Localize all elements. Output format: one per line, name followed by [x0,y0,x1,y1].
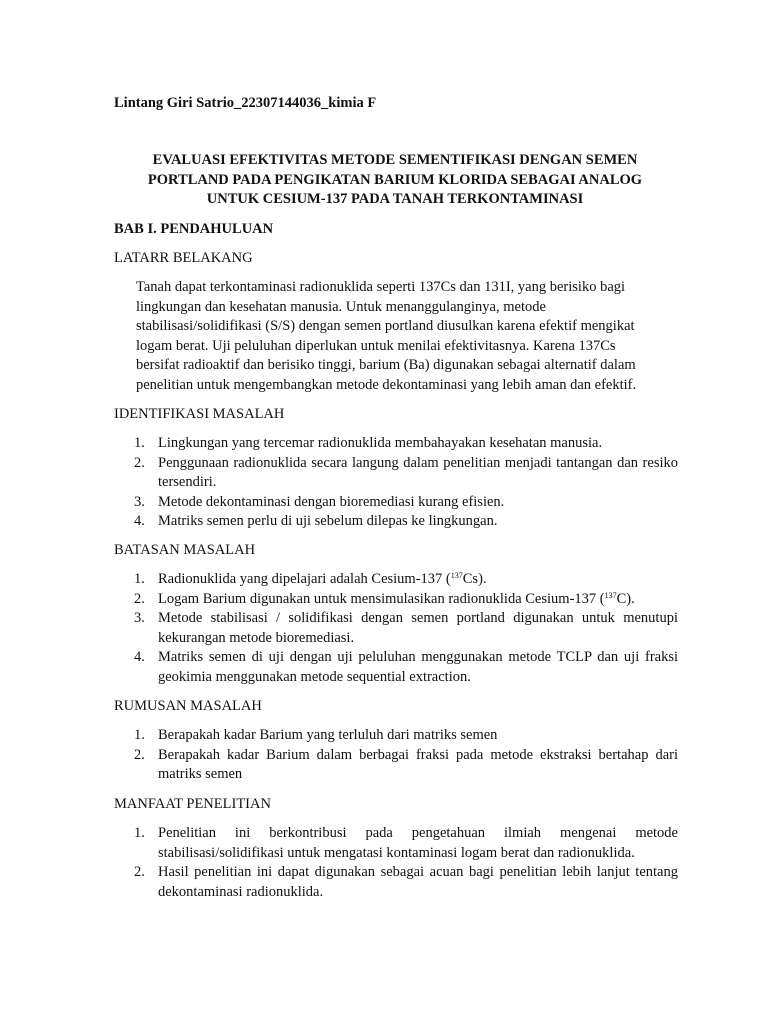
list-text: Hasil penelitian ini dapat digunakan sebagai acuan bagi penelitian lebih lanjut tentang dekontaminasi radionuklida. [158,864,678,900]
chapter-heading: BAB I. PENDAHULUAN [114,221,274,237]
list-text: Radionuklida yang dipelajari adalah Cesium-137 ( [158,571,451,587]
list-text: Cs). [462,571,487,587]
list-number: 1. [134,727,145,743]
list-item [114,746,678,785]
superscript-mass-number: 137 [450,571,463,580]
list-number: 4. [134,513,145,529]
section-heading-formulation: RUMUSAN MASALAH [114,698,262,714]
list-number: 1. [134,435,145,451]
list-item [114,454,678,493]
list-text: Logam Barium digunakan untuk mensimulasikan radionuklida Cesium-137 ( [158,590,605,607]
list-number: 3. [134,610,145,626]
list-item [114,434,678,454]
list-number: 2. [134,864,145,880]
section-heading-background: LATARR BELAKANG [114,250,253,266]
formulation-list [114,726,678,785]
list-number: 4. [134,649,145,665]
superscript-mass-number: 137 [604,590,617,600]
list-text: Metode dekontaminasi dengan bioremediasi kurang efisien. [158,493,505,510]
benefits-list [114,824,678,902]
list-text: Lingkungan yang tercemar radionuklida membahayakan kesehatan manusia. [158,435,603,451]
section-heading-identification: IDENTIFIKASI MASALAH [114,406,285,422]
section-heading-limitation: BATASAN MASALAH [114,542,256,558]
title-line: EVALUASI EFEKTIVITAS METODE SEMENTIFIKASI DENGAN SEMEN [152,152,638,168]
list-text: Matriks semen perlu di uji sebelum dilepas ke lingkungan. [158,513,498,529]
paragraph-line: lingkungan dan kesehatan manusia. Untuk menanggulanginya, metode [136,298,546,315]
list-item [114,590,678,610]
list-item [114,570,678,590]
section-heading-benefits: MANFAAT PENELITIAN [114,796,271,812]
paragraph-line: stabilisasi/solidifikasi (S/S) dengan semen portland diusulkan karena efektif mengikat [136,318,635,334]
paragraph-line: penelitian untuk mengembangkan metode dekontaminasi yang lebih aman dan efektif. [136,376,637,393]
list-text: Berapakah kadar Barium yang terluluh dari matriks semen [158,727,498,743]
list-text: Penelitian ini berkontribusi pada pengetahuan ilmiah mengenai metode stabilisasi/solidifikasi untuk mengatasi kontaminasi logam berat dan radionuklida. [158,825,678,861]
list-text: C). [616,590,635,607]
author-line: Lintang Giri Satrio_22307144036_kimia F [114,95,377,111]
list-item [114,493,678,513]
list-number: 2. [134,454,145,471]
limitation-list [114,570,678,687]
list-number: 2. [134,590,145,607]
list-item [114,648,678,687]
identification-list [114,434,678,532]
list-number: 1. [134,571,145,587]
list-number: 1. [134,825,145,841]
list-item [114,863,678,902]
list-text: Berapakah kadar Barium dalam berbagai fraksi pada metode ekstraksi bertahap dari matriks semen [158,746,678,782]
document-title [114,151,676,210]
list-item [114,609,678,648]
paragraph-line: Tanah dapat terkontaminasi radionuklida seperti 137Cs dan 131I, yang berisiko bagi [136,279,626,295]
background-paragraph [136,278,676,395]
title-line: UNTUK CESIUM-137 PADA TANAH TERKONTAMINASI [206,191,584,207]
list-text: Penggunaan radionuklida secara langung dalam penelitian menjadi tantangan dan resiko tersendiri. [158,454,678,490]
list-number: 2. [134,746,145,763]
list-item [114,726,678,746]
list-item [114,824,678,863]
paragraph-line: bersifat radioaktif dan berisiko tinggi, barium (Ba) digunakan sebagai alternatif dalam [136,357,636,373]
list-text: Metode stabilisasi / solidifikasi dengan semen portland digunakan untuk menutupi kekurangan metode bioremediasi. [158,610,678,646]
list-text: Matriks semen di uji dengan uji peluluhan menggunakan metode TCLP dan uji fraksi geokimia menggunakan metode sequential extraction. [158,649,678,685]
list-number: 3. [134,493,145,510]
list-item [114,512,678,532]
title-line: PORTLAND PADA PENGIKATAN BARIUM KLORIDA SEBAGAI ANALOG [147,171,643,188]
paragraph-line: logam berat. Uji peluluhan diperlukan untuk menilai efektivitasnya. Karena 137Cs [136,337,616,354]
